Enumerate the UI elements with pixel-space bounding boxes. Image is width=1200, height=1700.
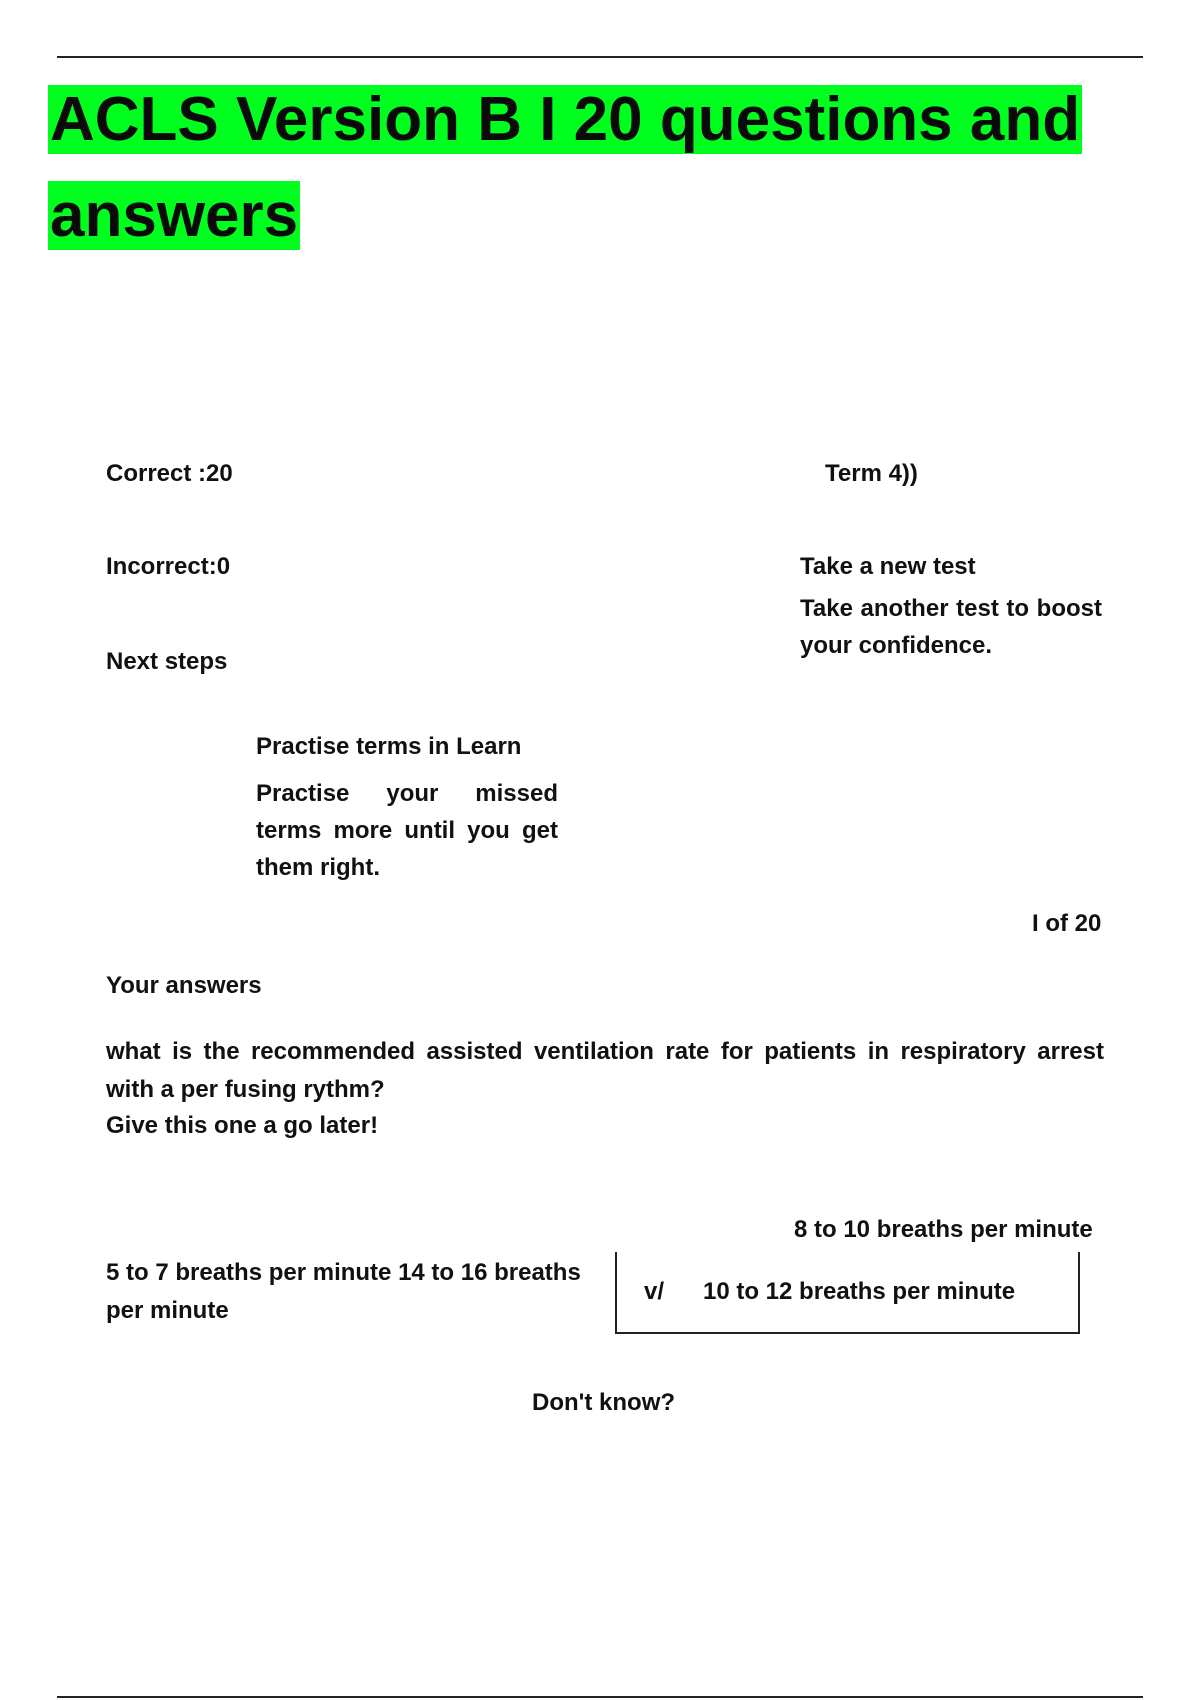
top-rule	[57, 56, 1143, 58]
your-answers-heading: Your answers	[106, 972, 262, 999]
check-mark-icon: v/	[644, 1278, 665, 1305]
practise-learn-description: Practise your missed terms more until you get them right.	[256, 780, 558, 881]
next-steps-heading: Next steps	[106, 648, 228, 675]
correct-count: Correct :20	[106, 460, 233, 487]
answer-option-b[interactable]: 5 to 7 breaths per minute 14 to 16 breaths per minute	[106, 1259, 581, 1324]
answer-option-a[interactable]: 8 to 10 breaths per minute	[794, 1216, 1093, 1243]
document-title	[48, 72, 1128, 264]
title-highlight: ACLS Version B I 20 questions and answers	[50, 85, 1081, 250]
question-text: what is the recommended assisted ventilation rate for patients in respiratory arrest with a per fusing rythm?	[106, 1038, 1104, 1103]
bottom-rule	[57, 1696, 1143, 1698]
take-new-test-description: Take another test to boost your confidence.	[800, 595, 1102, 659]
dont-know-button[interactable]: Don't know?	[532, 1389, 676, 1416]
question-hint: Give this one a go later!	[106, 1112, 379, 1139]
practise-learn-link[interactable]: Practise terms in Learn	[256, 733, 522, 760]
correct-answer-box[interactable]	[615, 1252, 1080, 1334]
take-new-test-link[interactable]: Take a new test	[800, 553, 976, 580]
correct-answer-label: 10 to 12 breaths per minute	[703, 1278, 1016, 1305]
question-counter: I of 20	[1032, 910, 1102, 937]
incorrect-count: Incorrect:0	[106, 553, 231, 580]
term-label: Term 4))	[825, 460, 918, 487]
